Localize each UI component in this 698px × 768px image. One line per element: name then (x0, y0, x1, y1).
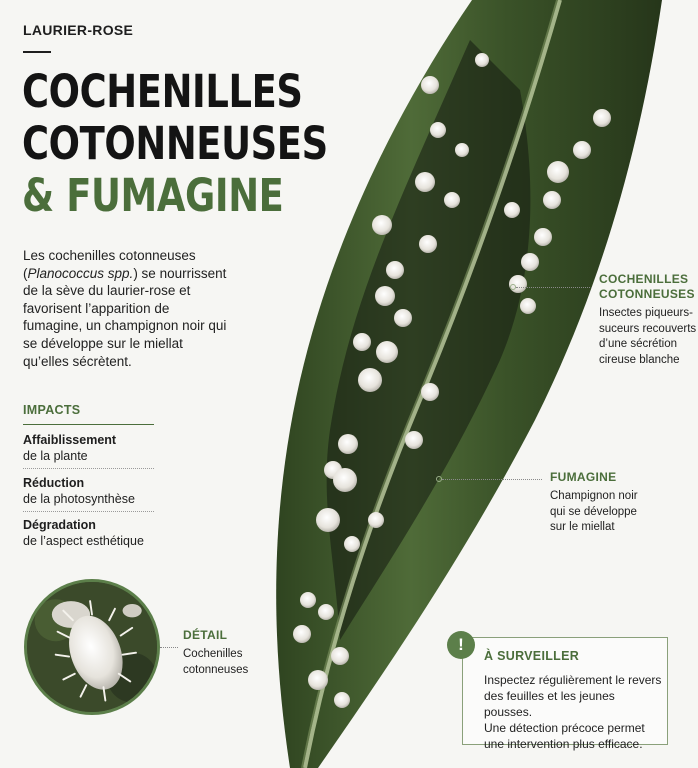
impacts-rule (23, 424, 154, 425)
mealybug-mark (344, 536, 360, 552)
leader-line (516, 287, 592, 288)
callout-text-line: Insectes piqueurs- (599, 307, 693, 319)
callout-mealybugs-heading (599, 272, 695, 302)
mealybug-mark (300, 592, 316, 608)
callout-heading-line: COCHENILLES (599, 272, 689, 286)
callout-text-line: d’une sécrétion (599, 338, 677, 350)
leader-line (442, 479, 542, 480)
detail-heading: DÉTAIL (183, 628, 228, 642)
mealybug-mark (372, 215, 392, 235)
warning-icon: ! (447, 631, 475, 659)
mealybug-mark (405, 431, 423, 449)
impact-divider (23, 468, 154, 469)
mealybug-closeup-icon (27, 582, 157, 712)
mealybug-mark (421, 383, 439, 401)
mealybug-mark (444, 192, 460, 208)
mealybug-mark (430, 122, 446, 138)
callout-sooty-heading: FUMAGINE (550, 470, 617, 484)
watch-heading: À SURVEILLER (484, 649, 580, 663)
impacts-heading: IMPACTS (23, 403, 81, 417)
detail-caption (183, 647, 248, 678)
mealybug-mark (338, 434, 358, 454)
title-line-1: COCHENILLES (22, 65, 303, 118)
title-line-2: COTONNEUSES (22, 117, 328, 170)
impact-title: Réduction (23, 476, 85, 490)
mealybug-mark (573, 141, 591, 159)
mealybug-mark (368, 512, 384, 528)
impact-item (23, 517, 154, 549)
mealybug-mark (353, 333, 371, 351)
mealybug-mark (308, 670, 328, 690)
watch-text (484, 672, 664, 752)
watch-text-line: Une détection précoce permet (484, 721, 645, 735)
mealybug-mark (415, 172, 435, 192)
mealybug-mark (455, 143, 469, 157)
callout-text-line: cireuse blanche (599, 353, 680, 366)
detail-caption-line: Cochenilles (183, 648, 243, 660)
detail-leader-line (160, 647, 178, 648)
mealybug-mark (334, 692, 350, 708)
mealybug-mark (593, 109, 611, 127)
impact-text: de l’aspect esthétique (23, 534, 144, 548)
watch-text-line: des feuilles et les jeunes pousses. (484, 689, 615, 719)
mealybug-mark (419, 235, 437, 253)
mealybug-mark (504, 202, 520, 218)
intro-paragraph (23, 247, 228, 370)
callout-sooty-text (550, 489, 638, 536)
impact-text: de la plante (23, 449, 88, 463)
impact-item (23, 475, 154, 507)
mealybug-mark (376, 341, 398, 363)
mealybug-mark (318, 604, 334, 620)
callout-text-line: qui se développe (550, 505, 637, 518)
header-rule (23, 51, 51, 53)
title-line-3: & FUMAGINE (22, 169, 284, 222)
mealybug-mark (475, 53, 489, 67)
intro-text-2: ) se nourrissent de la sève du laurier-rose et favorisent l’apparition de fumagine, un champignon noir qui se développe sur le miellat qu’elles sécrètent. (23, 265, 227, 369)
mealybug-mark (386, 261, 404, 279)
mealybug-mark (543, 191, 561, 209)
callout-text-line: Champignon noir (550, 490, 638, 502)
impact-divider (23, 511, 154, 512)
mealybug-mark (394, 309, 412, 327)
mealybug-mark (316, 508, 340, 532)
impact-title: Dégradation (23, 518, 96, 532)
mealybug-mark (520, 298, 536, 314)
intro-text-1: Les cochenilles cotonneuses ( (23, 248, 196, 281)
callout-heading-line: COTONNEUSES (599, 287, 695, 301)
detail-caption-line: cotonneuses (183, 663, 249, 676)
watch-text-line: Inspectez régulièrement le revers (484, 673, 662, 687)
mealybug-mark (333, 468, 357, 492)
eyebrow-label: LAURIER-ROSE (23, 22, 134, 38)
mealybug-mark (331, 647, 349, 665)
mealybug-mark (521, 253, 539, 271)
watch-text-line: une intervention plus efficace. (484, 737, 643, 751)
callout-mealybugs-text (599, 306, 696, 368)
detail-closeup-image (24, 579, 160, 715)
species-name: Planococcus spp. (27, 265, 134, 281)
mealybug-mark (421, 76, 439, 94)
mealybug-mark (534, 228, 552, 246)
mealybug-mark (547, 161, 569, 183)
callout-text-line: sur le miellat (550, 521, 615, 533)
mealybug-mark (293, 625, 311, 643)
impact-title: Affaiblissement (23, 433, 117, 447)
impact-text: de la photosynthèse (23, 492, 135, 506)
page-title (22, 66, 328, 222)
mealybug-mark (358, 368, 382, 392)
callout-text-line: suceurs recouverts (599, 322, 697, 335)
mealybug-mark (375, 286, 395, 306)
impact-item (23, 432, 154, 464)
